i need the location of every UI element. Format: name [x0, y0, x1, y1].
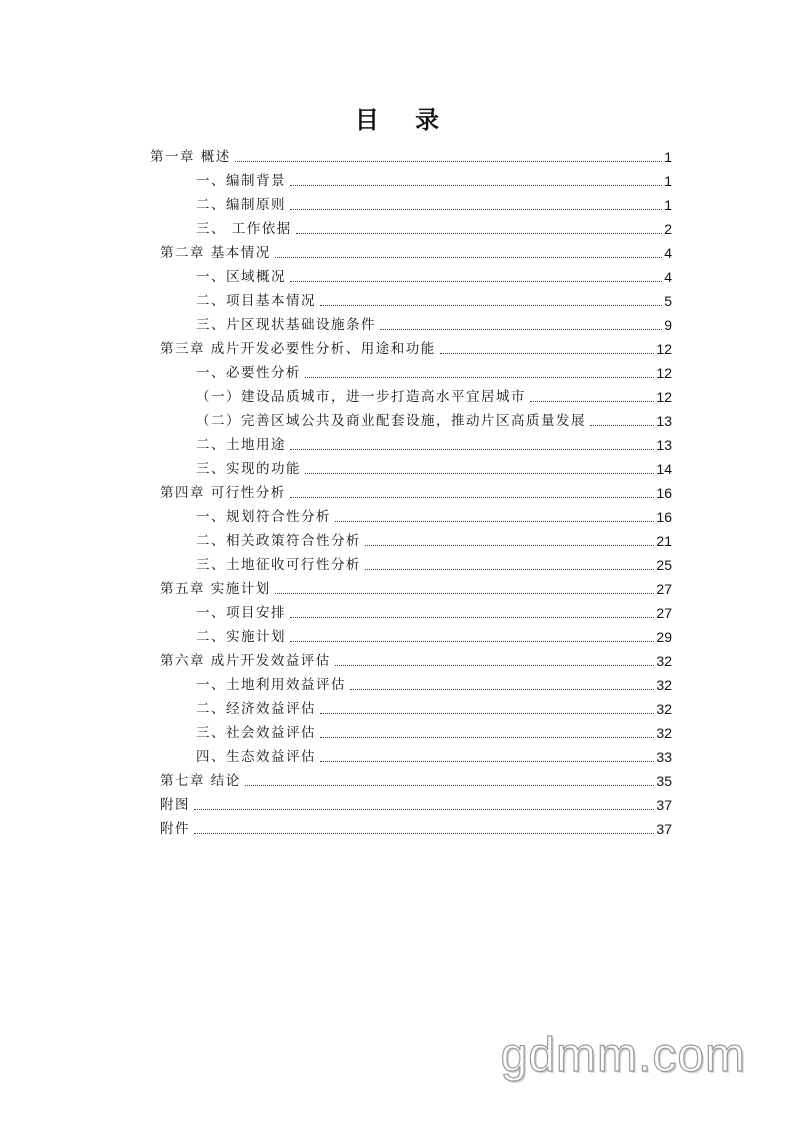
toc-label: 二、相关政策符合性分析: [196, 533, 361, 549]
toc-leader: [290, 448, 654, 450]
toc-leader: [290, 280, 662, 282]
toc-entry[interactable]: [196, 263, 672, 287]
toc-label: （一）建设品质城市，进一步打造高水平宜居城市: [196, 389, 526, 405]
toc-entry[interactable]: [196, 215, 672, 239]
toc-page-number: 12: [656, 341, 672, 357]
toc-entry[interactable]: [160, 767, 672, 791]
toc-entry[interactable]: [196, 311, 672, 335]
toc-page-number: 16: [656, 485, 672, 501]
toc-label: 附图: [160, 797, 190, 813]
toc-entry[interactable]: [196, 359, 672, 383]
toc-leader: [290, 208, 662, 210]
toc-entry[interactable]: [196, 719, 672, 743]
toc-page-number: 14: [656, 461, 672, 477]
toc-leader: [530, 400, 654, 402]
toc-label: 一、项目安排: [196, 605, 286, 621]
toc-entry[interactable]: [196, 455, 672, 479]
watermark: gdmm.com: [500, 1029, 746, 1082]
toc-leader: [365, 544, 654, 546]
toc-label: 第五章 实施计划: [160, 581, 271, 597]
toc-label: 三、 工作依据: [196, 221, 292, 237]
toc-label: 第七章 结论: [160, 773, 241, 789]
toc-entry[interactable]: [150, 143, 672, 167]
toc-page-number: 1: [664, 149, 672, 165]
toc-entry[interactable]: [196, 551, 672, 575]
toc-page-number: 35: [656, 773, 672, 789]
toc-leader: [290, 184, 662, 186]
toc-label: 第一章 概述: [150, 149, 231, 165]
toc-label: 二、经济效益评估: [196, 701, 316, 717]
toc-leader: [440, 352, 655, 354]
toc-page-number: 2: [664, 221, 672, 237]
toc-entry[interactable]: [196, 383, 672, 407]
toc-label: 二、编制原则: [196, 197, 286, 213]
toc-label: 附件: [160, 821, 190, 837]
toc-leader: [235, 160, 662, 162]
toc-label: 第四章 可行性分析: [160, 485, 286, 501]
toc-page-number: 12: [656, 389, 672, 405]
toc-label: 三、土地征收可行性分析: [196, 557, 361, 573]
toc-leader: [245, 784, 655, 786]
toc-entry[interactable]: [160, 335, 672, 359]
toc-page-number: 12: [656, 365, 672, 381]
toc-leader: [350, 688, 654, 690]
toc-entry[interactable]: [196, 191, 672, 215]
toc-entry[interactable]: [196, 407, 672, 431]
toc-leader: [365, 568, 654, 570]
toc-page-number: 32: [656, 701, 672, 717]
toc-leader: [320, 304, 662, 306]
toc-entry[interactable]: [196, 743, 672, 767]
toc-label: 一、土地利用效益评估: [196, 677, 346, 693]
toc-page-number: 16: [656, 509, 672, 525]
toc-label: 一、编制背景: [196, 173, 286, 189]
toc-leader: [275, 256, 662, 258]
toc-entry[interactable]: [196, 623, 672, 647]
toc-entry[interactable]: [160, 239, 672, 263]
toc-label: 一、规划符合性分析: [196, 509, 331, 525]
toc-entry[interactable]: [196, 287, 672, 311]
toc-leader: [335, 664, 655, 666]
toc-leader: [305, 376, 654, 378]
toc-page-number: 29: [656, 629, 672, 645]
toc-label: 三、实现的功能: [196, 461, 301, 477]
toc-entry[interactable]: [160, 575, 672, 599]
toc-label: 第三章 成片开发必要性分析、用途和功能: [160, 341, 436, 357]
toc-page-number: 13: [656, 413, 672, 429]
toc-entry[interactable]: [160, 791, 672, 815]
toc-entry[interactable]: [196, 431, 672, 455]
toc-leader: [380, 328, 662, 330]
toc-page-number: 1: [664, 197, 672, 213]
toc-leader: [194, 808, 654, 810]
toc-leader: [194, 832, 654, 834]
toc-label: 一、区域概况: [196, 269, 286, 285]
toc-page-number: 25: [656, 557, 672, 573]
toc-leader: [320, 712, 654, 714]
toc-page-number: 9: [664, 317, 672, 333]
toc-page-number: 5: [664, 293, 672, 309]
page-title: 目 录: [354, 105, 454, 134]
toc-label: （二）完善区域公共及商业配套设施，推动片区高质量发展: [196, 413, 586, 429]
toc-label: 四、生态效益评估: [196, 749, 316, 765]
toc-leader: [290, 640, 654, 642]
toc-label: 二、土地用途: [196, 437, 286, 453]
toc-entry[interactable]: [160, 815, 672, 839]
toc-entry[interactable]: [196, 695, 672, 719]
toc-page-number: 1: [664, 173, 672, 189]
toc-page-number: 27: [656, 605, 672, 621]
toc-page-number: 32: [656, 725, 672, 741]
toc-leader: [335, 520, 654, 522]
toc-label: 第二章 基本情况: [160, 245, 271, 261]
toc-page-number: 4: [664, 245, 672, 261]
toc-leader: [290, 616, 654, 618]
toc-entry[interactable]: [196, 599, 672, 623]
toc-leader: [320, 760, 654, 762]
toc-entry[interactable]: [196, 167, 672, 191]
toc-entry[interactable]: [160, 647, 672, 671]
toc-page-number: 32: [656, 653, 672, 669]
toc-leader: [275, 592, 655, 594]
toc-leader: [320, 736, 654, 738]
toc-page-number: 13: [656, 437, 672, 453]
toc-leader: [290, 496, 655, 498]
toc-label: 二、项目基本情况: [196, 293, 316, 309]
toc-page-number: 37: [656, 821, 672, 837]
toc-label: 二、实施计划: [196, 629, 286, 645]
toc-leader: [590, 424, 654, 426]
toc-page-number: 21: [656, 533, 672, 549]
toc-label: 一、必要性分析: [196, 365, 301, 381]
toc-entry[interactable]: [196, 671, 672, 695]
toc-entry[interactable]: [196, 503, 672, 527]
toc-entry[interactable]: [196, 527, 672, 551]
toc-page-number: 33: [656, 749, 672, 765]
toc-page-number: 37: [656, 797, 672, 813]
toc-leader: [305, 472, 654, 474]
toc-page-number: 32: [656, 677, 672, 693]
toc-entry[interactable]: [160, 479, 672, 503]
toc-page-number: 4: [664, 269, 672, 285]
toc-label: 三、社会效益评估: [196, 725, 316, 741]
toc-label: 第六章 成片开发效益评估: [160, 653, 331, 669]
toc-page-number: 27: [656, 581, 672, 597]
toc-label: 三、片区现状基础设施条件: [196, 317, 376, 333]
toc-leader: [296, 232, 662, 234]
